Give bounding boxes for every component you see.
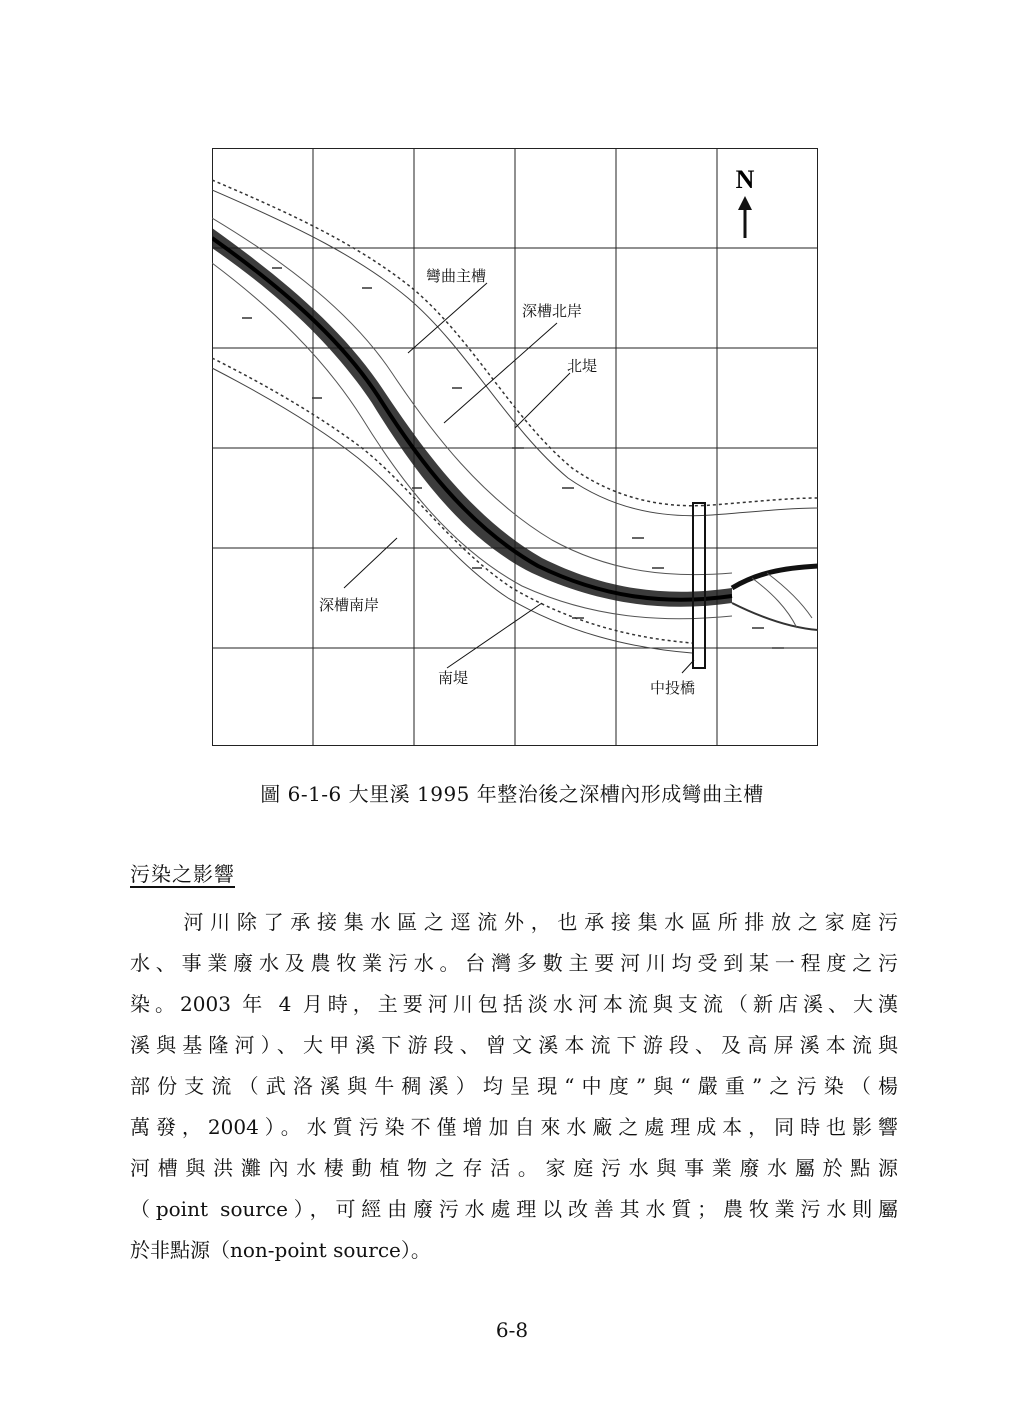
paragraph-line: 溪與基隆河）、大甲溪下游段、曾文溪本流下游段、及高屏溪本流與: [130, 1033, 898, 1057]
paragraph-line: 於非點源（non-point source）。: [130, 1238, 431, 1262]
leader-lines: [344, 283, 694, 673]
label-south-levee: 南堤: [438, 669, 469, 687]
bridge-structure: [693, 503, 705, 668]
label-north-bank: 深槽北岸: [522, 302, 583, 320]
label-main-channel: 彎曲主槽: [426, 267, 487, 285]
label-north-levee: 北堤: [567, 357, 598, 375]
paragraph-line: 部份支流（武洛溪與牛稠溪）均呈現“中度”與“嚴重”之污染（楊: [130, 1074, 898, 1098]
paragraph-line: 河槽與洪灘內水棲動植物之存活。家庭污水與事業廢水屬於點源: [130, 1156, 898, 1180]
paragraph-line: （point source），可經由廢污水處理以改善其水質；農牧業污水則屬: [130, 1197, 898, 1221]
paragraph-line: 萬發，2004）。水質污染不僅增加自來水廠之處理成本，同時也影響: [130, 1115, 898, 1139]
river-map: [212, 148, 818, 746]
label-bridge: 中投橋: [650, 679, 696, 697]
north-arrow-icon: [738, 196, 752, 210]
label-south-bank: 深槽南岸: [319, 596, 380, 614]
map-grid: [212, 148, 818, 746]
figure-caption: 圖 6-1-6 大里溪 1995 年整治後之深槽內形成彎曲主槽: [260, 782, 764, 806]
river-figure: [212, 148, 818, 746]
paragraph-line: 河川除了承接集水區之逕流外，也承接集水區所排放之家庭污: [130, 910, 898, 934]
paragraph-line: 水、事業廢水及農牧業污水。台灣多數主要河川均受到某一程度之污: [130, 951, 898, 975]
section-heading: 污染之影響: [130, 862, 235, 886]
north-label: N: [735, 165, 755, 194]
page-number: 6-8: [495, 1318, 529, 1342]
paragraph-line: 染。2003 年 4 月時，主要河川包括淡水河本流與支流（新店溪、大漢: [130, 992, 898, 1016]
